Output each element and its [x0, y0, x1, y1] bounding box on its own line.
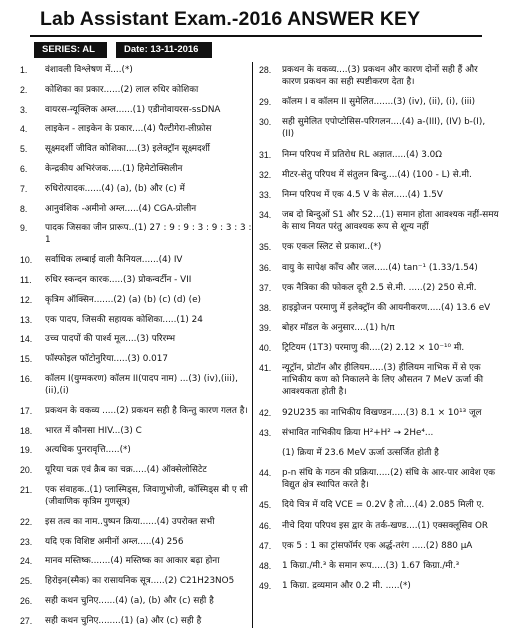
answer-text: p-n संधि के गठन की प्रक्रिया.....(2) संधि के आर-पार आवेश एक विद्युत क्षेत्र स्थापित करते है।: [282, 468, 496, 491]
question-number: 5.: [20, 144, 28, 155]
answer-item: [20, 104, 252, 116]
answer-item: [259, 64, 499, 88]
question-number: 7.: [20, 183, 28, 194]
answer-item: [259, 189, 499, 201]
answer-item: [20, 615, 252, 627]
answer-text: संभावित नाभिकीय क्रिया H²+H² → 2He⁴...: [282, 427, 434, 438]
answer-item: [259, 580, 499, 592]
question-number: 45.: [259, 500, 272, 511]
answer-item: [259, 342, 499, 354]
question-number: 23.: [20, 536, 33, 547]
answer-text: रुधिरोत्पादक......(4) (a), (b) और (c) में: [45, 183, 185, 194]
answer-item: [259, 560, 499, 572]
answer-text: जब दो बिन्दुओं S1 और S2...(1) समान होता आवश्यक नहीं-समय के साथ नियत परंतु आवश्यक रूप से शून्य नहीं: [282, 210, 499, 233]
question-number: 26.: [20, 595, 33, 606]
answer-text: सूक्ष्मदर्शी जीवित कोशिका....(3) इलेक्ट्रॉन सूक्ष्मदर्शी: [45, 144, 210, 155]
answer-item: [20, 425, 252, 437]
question-number: 4.: [20, 124, 28, 135]
answer-item: [20, 444, 252, 456]
series-badge: SERIES: AL: [34, 42, 107, 58]
question-number: 43.: [259, 427, 272, 438]
answer-text: सर्वाधिक लम्बाई वाली कैनियल......(4) IV: [45, 255, 183, 266]
answer-text: ट्रिटियम (1T3) परमाणु की....(2) 2.12 × 10⁻¹⁰ मी.: [282, 343, 465, 354]
title-underline: [30, 35, 482, 37]
question-number: 38.: [259, 302, 272, 313]
answer-item: [20, 595, 252, 607]
question-number: 22.: [20, 516, 33, 527]
answer-text: आनुवंशिक -अमीनो अम्ल.....(4) CGA-प्रोलीन: [45, 203, 197, 214]
answer-text: इस तत्व का नाम..पुष्पन क्रिया......(4) उपरोक्त सभी: [45, 516, 215, 527]
answer-text: केन्द्रकीय अभिरंजक.....(1) हिमेटोक्सिलीन: [45, 163, 183, 174]
answer-text: न्यूट्रॉन, प्रोटॉन और हीलियम.....(3) हीलियम नाभिक में से एक नाभिकीय कण को निकालने के लिए औसतन 7 MeV ऊर्जा की आवश्यकता होती है।: [282, 363, 483, 398]
answer-item: [20, 274, 252, 286]
column-divider: [252, 62, 253, 628]
question-number: 47.: [259, 540, 272, 551]
answer-text: एक संवाहक..(1) प्लास्मिड्स, जिवाणुभोजी, कॉस्मिड्स बी ए सी (जीवाणिक कृत्रिम गुणसूत्र): [45, 484, 248, 507]
answer-item: [20, 555, 252, 567]
answer-item: [20, 484, 252, 508]
question-number: 48.: [259, 560, 272, 571]
question-number: 20.: [20, 465, 33, 476]
answer-item: [20, 314, 252, 326]
answer-text: एक नैत्रिका की फोकल दूरी 2.5 से.मी. .....(2) 250 से.मी.: [282, 282, 477, 293]
answer-text: नीचे दिया परिपथ इस द्वार के तर्क-खण्ड....(1) एक्सक्लूसिव OR: [282, 520, 489, 531]
answer-text: वंशावली विश्लेषण में....(*): [45, 65, 133, 75]
question-number: 25.: [20, 576, 33, 587]
answer-text: सही सुमेलित एपोप्टोसिस-परिगलन....(4) a-(III), (IV) b-(I), (II): [282, 117, 486, 140]
date-badge: Date: 13-11-2016: [116, 42, 212, 58]
answer-item: [20, 143, 252, 155]
answer-item: [20, 516, 252, 528]
answer-item: [259, 96, 499, 108]
question-number: 41.: [259, 363, 272, 374]
question-number: 46.: [259, 520, 272, 531]
question-number: 13.: [20, 314, 33, 325]
question-number: 21.: [20, 484, 33, 495]
answer-item: [20, 353, 252, 365]
question-number: 12.: [20, 294, 33, 305]
answer-text: दिये चित्र में यदि VCE = 0.2V है तो....(4) 2.085 मिली ए.: [282, 500, 485, 511]
question-number: 17.: [20, 405, 33, 416]
question-number: 11.: [20, 274, 32, 285]
answer-item: [259, 407, 499, 419]
question-number: 28.: [259, 65, 272, 75]
answer-text: रुधिर स्कन्दन कारक.....(3) प्रोकन्वर्टीन - VII: [45, 274, 192, 285]
answer-text: हिरोइन(स्मैक) का रासायनिक सूत्र.....(2) C21H23NO5: [45, 576, 235, 587]
answer-item: [259, 282, 499, 294]
answer-text: यूरिया चक्र एवं क्रैब का चक्र.....(4) ऑक्सेलोसिटेट: [45, 465, 207, 476]
answer-text: एक 5 : 1 का ट्रांसफॉर्मर एक अर्द्ध-तरंग .....(2) 880 μA: [282, 540, 473, 551]
answer-text: कोशिका का प्रकार......(2) लाल रुधिर कोशिका: [45, 84, 199, 95]
answer-text: मीटर-सेतु परिपथ में संतुलन बिन्दु....(4) (100 - L) से.मी.: [282, 169, 472, 180]
question-number: 31.: [259, 149, 272, 160]
question-number: 37.: [259, 282, 272, 293]
answer-item: [20, 294, 252, 306]
question-number: 14.: [20, 334, 33, 345]
answer-text: यदि एक विशिष्ट अमीनों अम्ल.....(4) 256: [45, 536, 184, 547]
question-number: 42.: [259, 407, 272, 418]
answer-item: [20, 464, 252, 476]
answer-item: [259, 302, 499, 314]
question-number: 40.: [259, 343, 272, 354]
question-number: 33.: [259, 189, 272, 200]
answer-item: [20, 64, 252, 76]
question-number: 15.: [20, 354, 33, 365]
answer-text: एक पादप, जिसकी सहायक कोशिका.....(1) 24: [45, 314, 203, 325]
answer-item: [259, 209, 499, 233]
answer-item: [20, 203, 252, 215]
question-number: 19.: [20, 445, 33, 456]
answer-item: [259, 447, 499, 459]
page-title: Lab Assistant Exam.-2016 ANSWER KEY: [40, 8, 421, 30]
answer-item: [20, 183, 252, 195]
answer-text: निम्न परिपथ में प्रतिरोध RL अज्ञात.....(4) 3.0Ω: [282, 149, 442, 160]
answer-text: पादक जिसका जीन प्रारूप..(1) 27 : 9 : 9 : 3 : 9 : 3 : 3 : 1: [45, 223, 252, 246]
answer-text: प्रकथन के वकव्य .....(2) प्रकथन सही है किन्तु कारण गलत है।: [45, 405, 248, 416]
answer-text: 92U235 का नाभिकीय विखण्डन.....(3) 8.1 × 10¹³ जूल: [282, 407, 482, 418]
question-number: 30.: [259, 117, 272, 128]
answer-item: [259, 427, 499, 439]
question-number: 35.: [259, 242, 272, 253]
left-answer-column: [20, 64, 252, 635]
answer-text: उच्च पादपों की पार्श्व मूल....(3) परिरम्भ: [45, 334, 176, 345]
question-number: 44.: [259, 468, 272, 479]
question-number: 6.: [20, 163, 28, 174]
answer-item: [20, 405, 252, 417]
answer-item: [20, 222, 252, 246]
question-number: 10.: [20, 255, 33, 266]
answer-text: भारत में कौनसा HIV...(3) C: [45, 425, 142, 436]
answer-text: फॉस्फोइल फॉटोनुरिया.....(3) 0.017: [45, 354, 168, 365]
answer-item: [20, 163, 252, 175]
answer-text: एक एकल स्लिट से प्रकाश..(*): [282, 242, 382, 253]
answer-text: कॉलम I व कॉलम II सुमेलित.......(3) (iv), (ii), (i), (iii): [282, 97, 476, 108]
answer-item: [259, 241, 499, 253]
answer-item: [20, 575, 252, 587]
answer-item: [20, 84, 252, 96]
answer-item: [259, 362, 499, 398]
answer-item: [20, 254, 252, 266]
answer-text: निम्न परिपथ में एक 4.5 V के सेल.....(4) 1.5V: [282, 189, 443, 200]
answer-text: बोहर मॉडल के अनुसार....(1) h/π: [282, 323, 395, 334]
answer-text: कृत्रिम ऑक्सिन.......(2) (a) (b) (c) (d) (e): [45, 294, 201, 305]
answer-text: वायरस-न्यूक्लिक अम्ल......(1) एडीनोवायरस-ssDNA: [45, 104, 221, 115]
question-number: 36.: [259, 262, 272, 273]
answer-item: [259, 169, 499, 181]
question-number: 39.: [259, 323, 272, 334]
question-number: 49.: [259, 581, 272, 592]
question-number: 34.: [259, 210, 272, 221]
answer-item: [259, 116, 499, 140]
question-number: 8.: [20, 203, 28, 214]
question-number: 9.: [20, 223, 28, 234]
answer-text: 1 किग्रा. द्रव्यमान और 0.2 मी. .....(*): [282, 581, 411, 592]
answer-text: लाइकेन - लाइकेन के प्रकार....(4) पैल्टीगेरा-लीफ़ोस: [45, 124, 212, 135]
question-number: 27.: [20, 615, 33, 626]
answer-text: अत्यधिक पुनरावृत्ति.....(*): [45, 445, 131, 456]
question-number: 1.: [20, 65, 28, 75]
answer-text: सही कथन चुनिए........(1) (a) और (c) सही है: [45, 615, 202, 626]
answer-text: 1 किग्रा./मी.³ के समान रूप.....(3) 1.67 किग्रा./मी.³: [282, 560, 460, 571]
right-answer-column: [259, 64, 499, 600]
question-number: 16.: [20, 373, 33, 384]
answer-text: मानव मस्तिष्क.......(4) मस्तिष्क का आकार बढ़ा होना: [45, 556, 220, 567]
answer-item: [20, 333, 252, 345]
answer-item: [259, 520, 499, 532]
answer-text: प्रकथन के वकव्य....(3) प्रकथन और कारण दोनों सही हैं और कारण प्रकथन का सही स्पष्टीकरण देता है।: [282, 65, 478, 87]
question-number: 32.: [259, 169, 272, 180]
answer-item: [259, 262, 499, 274]
answer-text: हाइड्रोजन परमाणु में इलेक्ट्रॉन की आयनीकरण.....(4) 13.6 eV: [282, 302, 491, 313]
answer-text: (1) क्रिया में 23.6 MeV ऊर्जा उत्सर्जित होती है: [282, 448, 439, 458]
answer-text: कॉलम I(युग्मकरण) कॉलम II(पादप नाम) ...(3) (iv),(iii),(ii),(i): [45, 373, 238, 396]
answer-text: वायु के सापेक्ष कॉंच और जल.....(4) tan⁻¹ (1.33/1.54): [282, 262, 478, 273]
answer-item: [259, 322, 499, 334]
answer-item: [20, 536, 252, 548]
answer-item: [259, 540, 499, 552]
question-number: 24.: [20, 556, 33, 567]
question-number: 18.: [20, 425, 33, 436]
answer-item: [259, 499, 499, 511]
answer-item: [20, 123, 252, 135]
answer-text: सही कथन चुनिए......(4) (a), (b) और (c) सही है: [45, 595, 214, 606]
answer-item: [259, 149, 499, 161]
question-number: 29.: [259, 97, 272, 108]
question-number: 3.: [20, 104, 28, 115]
question-number: 2.: [20, 84, 28, 95]
answer-item: [20, 373, 252, 397]
answer-item: [259, 467, 499, 491]
